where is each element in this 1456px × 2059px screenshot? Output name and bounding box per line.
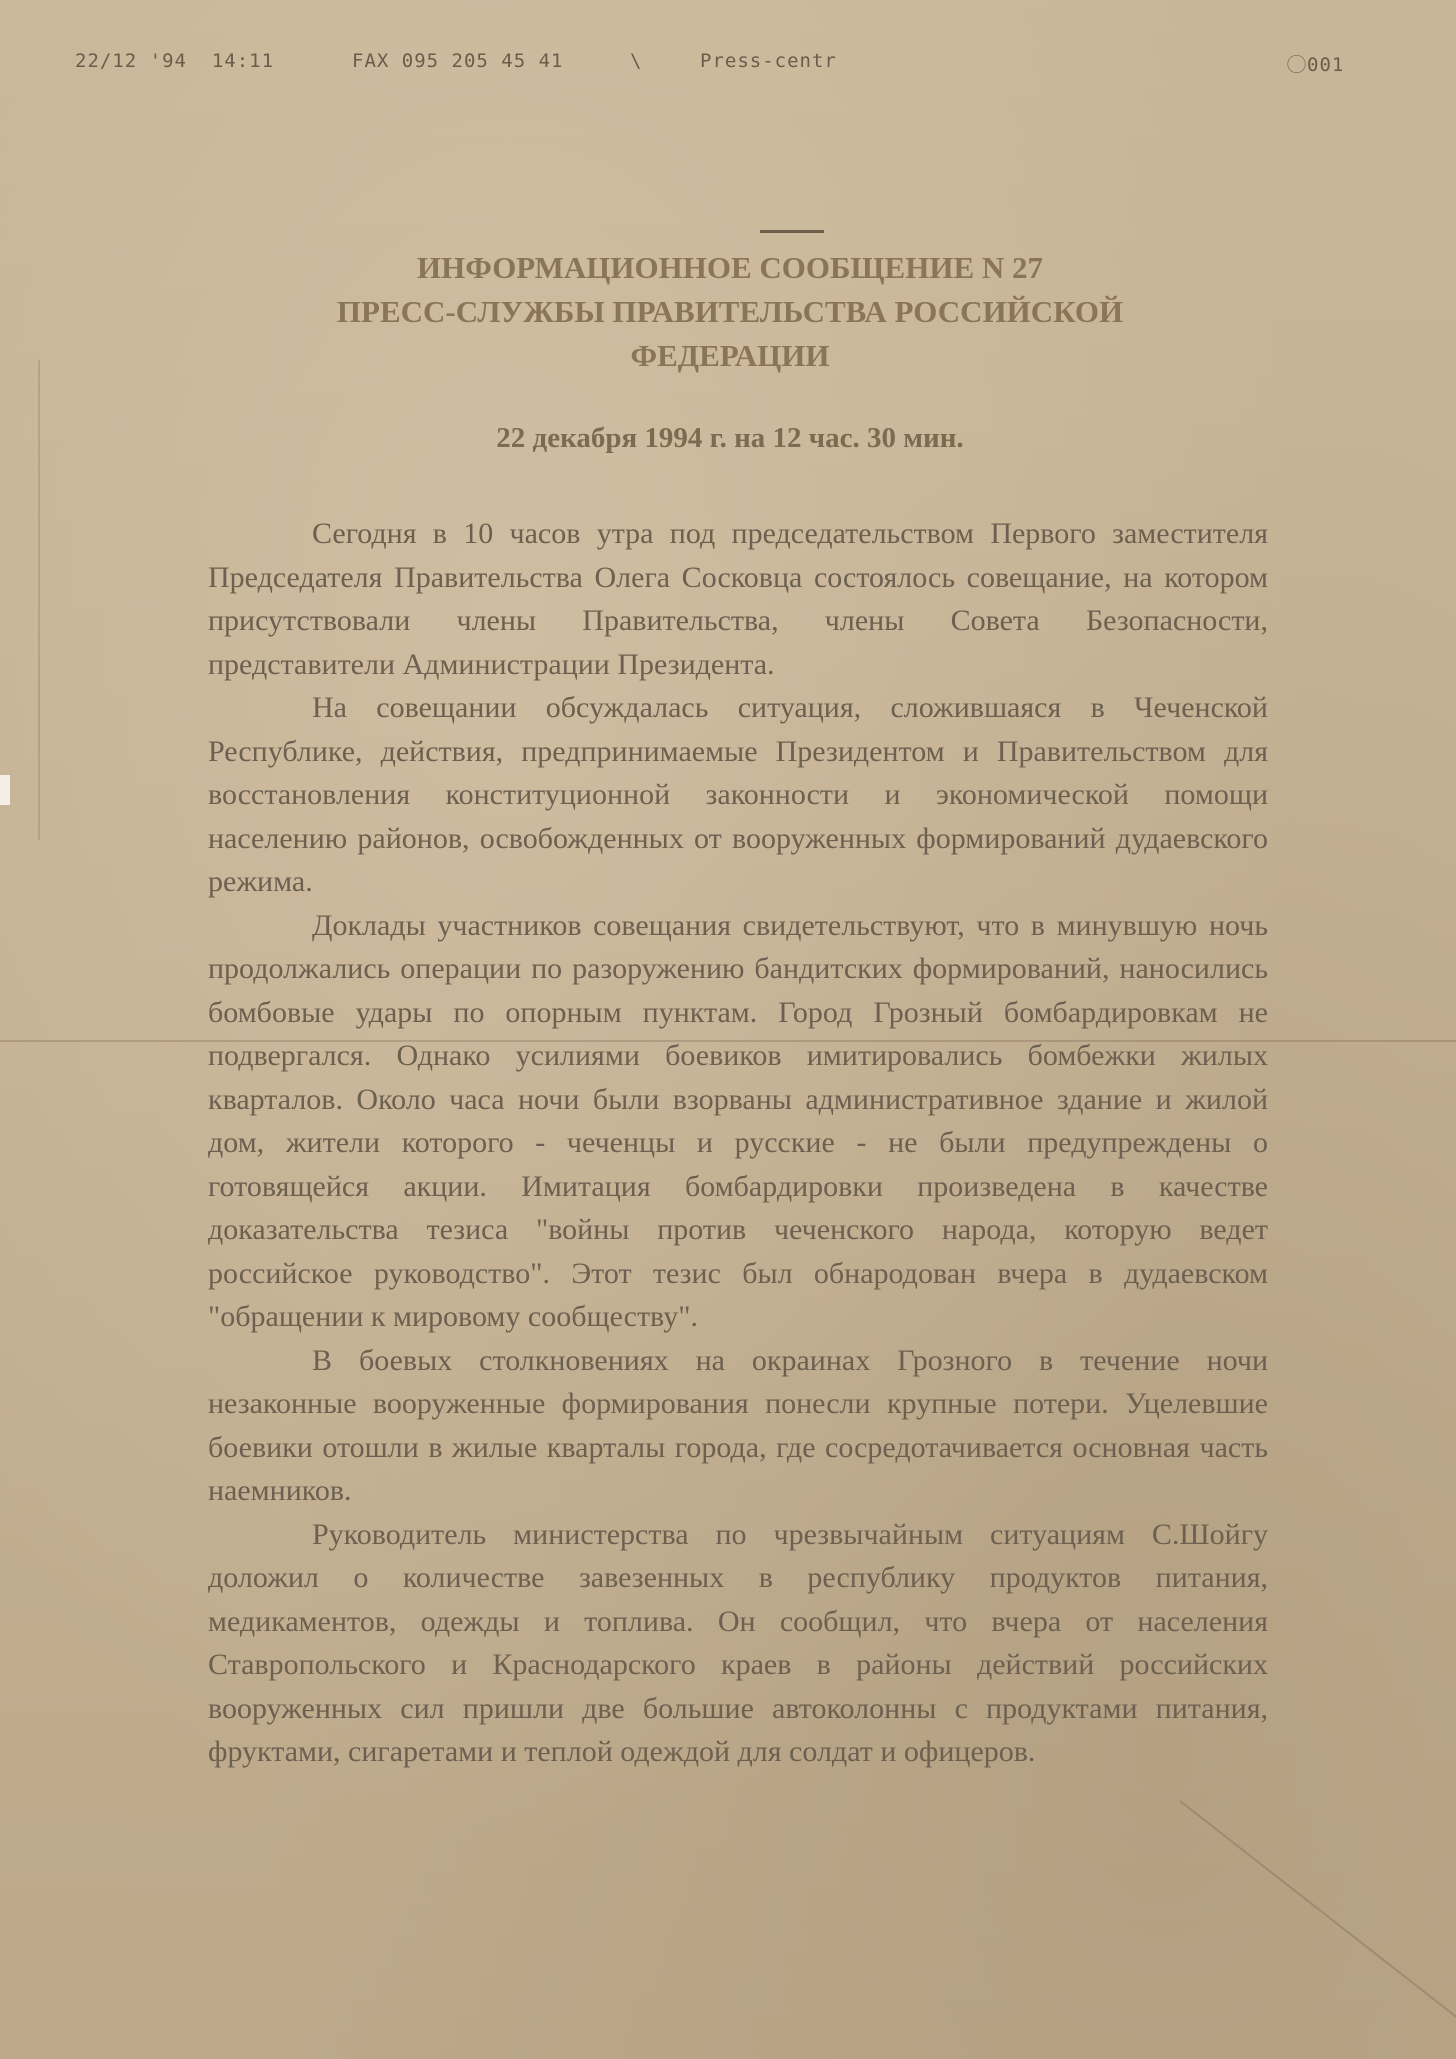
document-body <box>208 512 1268 1774</box>
fax-separator: \ <box>630 50 643 72</box>
fax-date <box>75 50 274 72</box>
title-line-2: ПРЕСС-СЛУЖБЫ ПРАВИТЕЛЬСТВА РОССИЙСКОЙ <box>336 294 1124 329</box>
fax-sender: Press-centr <box>700 50 837 72</box>
fax-page-number: ⃝001 <box>1306 54 1345 76</box>
paper-edge-tear <box>0 775 10 805</box>
paper-crease-diagonal <box>1179 1800 1456 2036</box>
paragraph-1: Сегодня в 10 часов утра под председательством Первого заместителя Председателя Правительства Олега Сосковца состоялось совещание, на котором присутствовали члены Правительства, члены Совета Безопасности, представители Администрации Президента. <box>208 517 1268 681</box>
document-title <box>230 246 1230 378</box>
paper-crease-left <box>38 360 40 840</box>
title-line-3: ФЕДЕРАЦИИ <box>630 338 830 373</box>
title-dash <box>760 230 824 233</box>
paragraph-4: В боевых столкновениях на окраинах Грозного в течение ночи незаконные вооруженные формирования понесли крупные потери. Уцелевшие боевики отошли в жилые кварталы города, где сосредотачивается основная часть наемников. <box>208 1343 1268 1507</box>
paragraph-5: Руководитель министерства по чрезвычайным ситуациям С.Шойгу доложил о количестве завезенных в республику продуктов питания, медикаментов, одежды и топлива. Он сообщил, что вчера от населения Ставропольского и Краснодарского краев в районы действий российских вооруженных сил пришли две большие автоколонны с продуктами питания, фруктами, сигаретами и теплой одеждой для солдат и офицеров. <box>208 1517 1268 1768</box>
fax-header <box>0 50 1456 80</box>
paragraph-3: Доклады участников совещания свидетельствуют, что в минувшую ночь продолжались операции по разоружению бандитских формирований, наносились бомбовые удары по опорным пунктам. Город Грозный бомбардировкам не подвергался. Однако усилиями боевиков имитировались бомбежки жилых кварталов. Около часа ночи были взорваны административное здание и жилой дом, жители которого - чеченцы и русские - не были предупреждены о готовящейся акции. Имитация бомбардировки произведена в качестве доказательства тезиса "войны против чеченского народа, которую ведет российское руководство". Этот тезис был обнародован вчера в дудаевском "обращении к мировому сообществу". <box>208 908 1268 1333</box>
fax-date-value: 22/12 '94 <box>75 50 187 72</box>
title-line-1: ИНФОРМАЦИОННОЕ СООБЩЕНИЕ N 27 <box>416 250 1044 285</box>
fax-number: FAX 095 205 45 41 <box>352 50 564 72</box>
fax-time: 14:11 <box>211 50 275 72</box>
dateline: 22 декабря 1994 г. на 12 час. 30 мин. <box>496 422 964 454</box>
paragraph-2: На совещании обсуждалась ситуация, сложившаяся в Чеченской Республике, действия, предпринимаемые Президентом и Правительством для восстановления конституционной законности и экономической помощи населению районов, освобожденных от вооруженных формирований дудаевского режима. <box>208 691 1268 898</box>
